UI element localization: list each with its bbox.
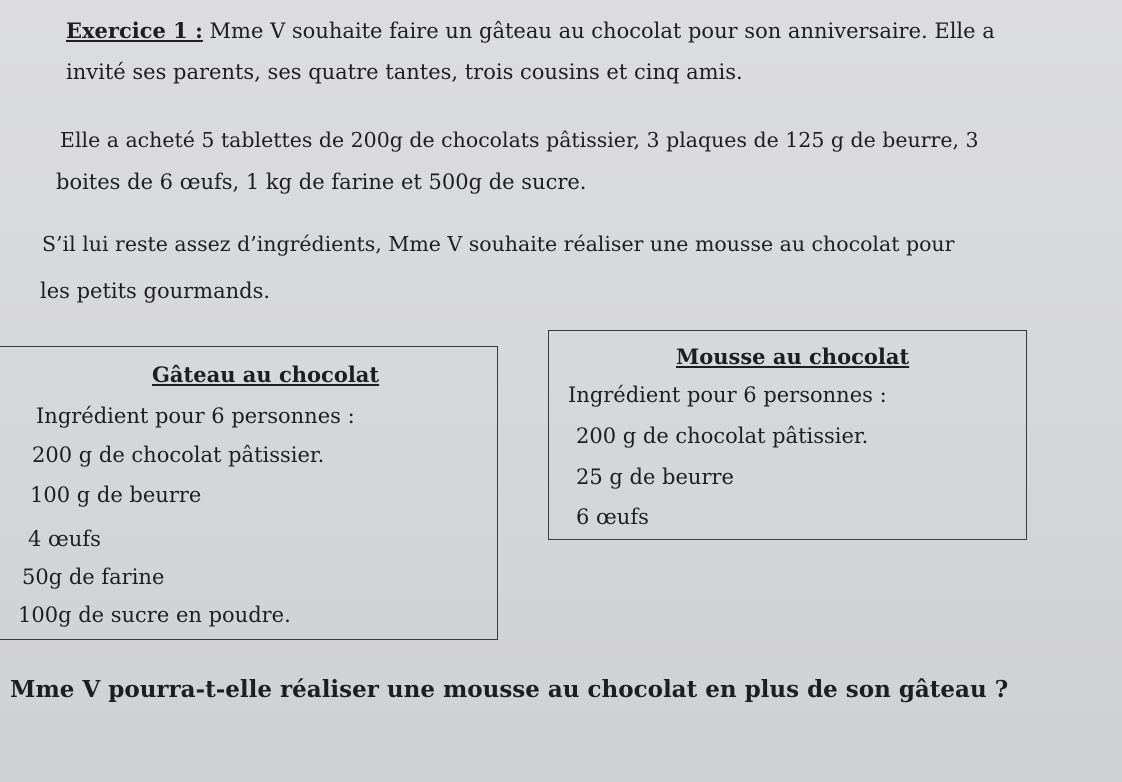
exercise-text-1: Mme V souhaite faire un gâteau au chocolat pour son anniversaire. Elle a bbox=[209, 19, 995, 43]
wish-line-1: S’il lui reste assez d’ingrédients, Mme V souhaite réaliser une mousse au chocolat pour bbox=[42, 232, 955, 256]
exercise-line-1 bbox=[66, 18, 995, 44]
cake-ingredient-sugar: 100g de sucre en poudre. bbox=[18, 603, 291, 627]
cake-subtitle: Ingrédient pour 6 personnes : bbox=[36, 404, 355, 428]
cake-ingredient-chocolate: 200 g de chocolat pâtissier. bbox=[32, 443, 325, 467]
mousse-ingredient-butter: 25 g de beurre bbox=[576, 465, 734, 489]
question: Mme V pourra-t-elle réaliser une mousse au chocolat en plus de son gâteau ? bbox=[10, 676, 1009, 703]
exercise-line-2: invité ses parents, ses quatre tantes, trois cousins et cinq amis. bbox=[66, 60, 743, 84]
purchases-line-1: Elle a acheté 5 tablettes de 200g de chocolats pâtissier, 3 plaques de 125 g de beurre, 3 bbox=[60, 128, 979, 152]
cake-ingredient-flour: 50g de farine bbox=[22, 565, 165, 589]
purchases-line-2: boites de 6 œufs, 1 kg de farine et 500g de sucre. bbox=[56, 170, 587, 194]
cake-title: Gâteau au chocolat bbox=[152, 362, 380, 387]
cake-ingredient-eggs: 4 œufs bbox=[28, 527, 101, 551]
exercise-label: Exercice 1 : bbox=[66, 18, 203, 43]
mousse-ingredient-chocolate: 200 g de chocolat pâtissier. bbox=[576, 424, 869, 448]
cake-ingredient-butter: 100 g de beurre bbox=[30, 483, 202, 507]
wish-line-2: les petits gourmands. bbox=[40, 279, 271, 303]
mousse-subtitle: Ingrédient pour 6 personnes : bbox=[568, 383, 887, 407]
mousse-ingredient-eggs: 6 œufs bbox=[576, 505, 649, 529]
mousse-title: Mousse au chocolat bbox=[676, 344, 910, 369]
